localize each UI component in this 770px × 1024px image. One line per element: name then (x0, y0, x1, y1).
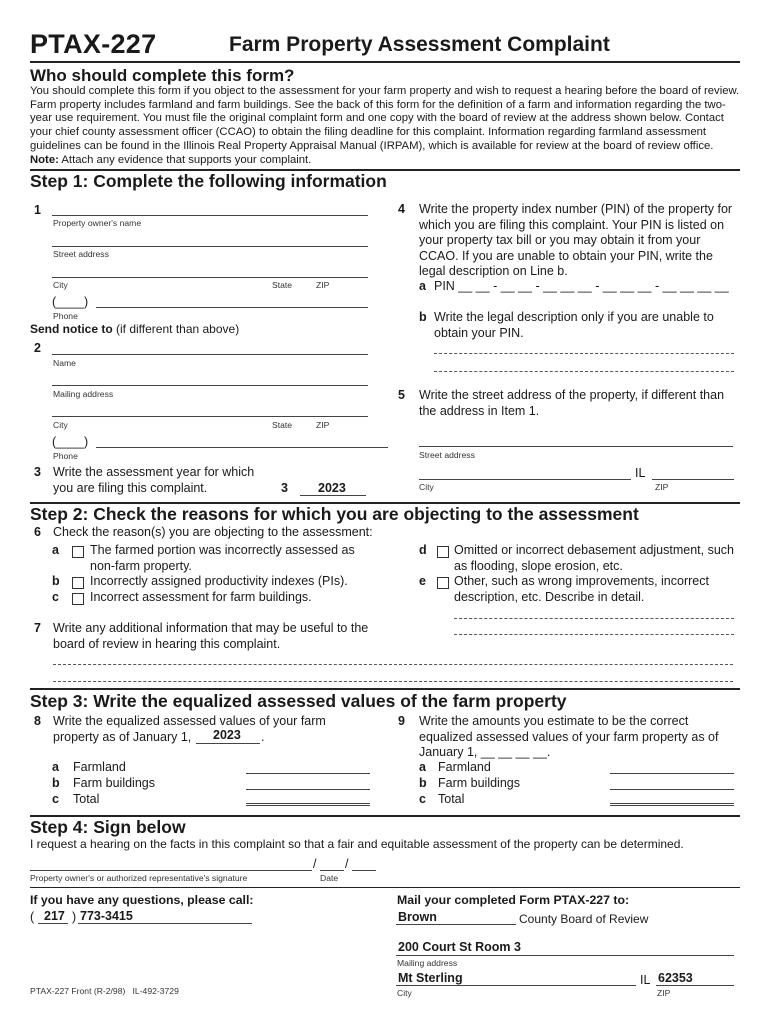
item8-buildings-field[interactable] (246, 789, 370, 790)
item9-number: 9 (398, 714, 405, 728)
phone-label: Phone (53, 311, 78, 321)
send-notice-bold: Send notice to (30, 322, 113, 336)
county-suffix: County Board of Review (519, 912, 649, 926)
date-label: Date (320, 873, 339, 883)
signature-label: Property owner's or authorized representative's signature (30, 873, 248, 883)
intro-heading: Who should complete this form? (30, 66, 295, 85)
item8-year-field[interactable] (196, 743, 260, 744)
area-code-field[interactable] (38, 923, 68, 924)
reason-e-checkbox[interactable] (437, 577, 449, 589)
item8-period: . (261, 730, 265, 744)
county-field[interactable] (396, 924, 516, 925)
board-address-label: Mailing address (397, 958, 458, 968)
board-address-value: 200 Court St Room 3 (398, 940, 521, 954)
form-title: Farm Property Assessment Complaint (229, 33, 610, 56)
step1-heading: Step 1: Complete the following information (30, 171, 387, 191)
item8-total-label: Total (73, 792, 100, 806)
phone-close-paren: ) (72, 910, 77, 924)
property-zip-label: ZIP (655, 482, 669, 492)
phone-number-field[interactable] (78, 923, 252, 924)
assessment-year-value: 2023 (318, 481, 346, 495)
property-zip-field[interactable] (652, 479, 734, 480)
notice-phone-label: Phone (53, 451, 78, 461)
property-city-field[interactable] (419, 479, 631, 480)
item1-number: 1 (34, 203, 41, 217)
intro-note-label: Note: (30, 153, 59, 166)
item9-c-letter: c (419, 792, 426, 806)
reason-c-letter: c (52, 590, 59, 604)
item9-farmland-field[interactable] (610, 773, 734, 774)
reason-e-letter: e (419, 574, 426, 588)
reason-d-letter: d (419, 543, 427, 557)
board-city-field[interactable] (396, 985, 636, 986)
step3-heading: Step 3: Write the equalized assessed values of the farm property (30, 691, 567, 711)
reason-b-text: Incorrectly assigned productivity indexes (PIs). (90, 574, 348, 588)
date-day-field[interactable] (320, 870, 344, 871)
reason-e-line-2[interactable] (454, 634, 734, 635)
zip-label: ZIP (316, 280, 330, 290)
mail-label: Mail your completed Form PTAX-227 to: (397, 893, 630, 907)
phone-field[interactable] (96, 307, 368, 308)
assessment-year-field[interactable] (300, 495, 366, 496)
board-city-label: City (397, 988, 412, 998)
step2-rule (30, 688, 740, 690)
state-label: State (272, 280, 293, 290)
board-zip-label: ZIP (657, 988, 671, 998)
header-rule (30, 61, 740, 63)
notice-zip-label: ZIP (316, 420, 330, 430)
item6-number: 6 (34, 525, 41, 539)
date-slash-1: / (313, 857, 317, 871)
notice-name-label: Name (53, 358, 76, 368)
reason-c-text: Incorrect assessment for farm buildings. (90, 590, 312, 604)
item8-total-field[interactable] (246, 803, 370, 806)
area-code-value: 217 (44, 909, 65, 923)
reason-e-line-1[interactable] (454, 618, 734, 619)
phone-area-code-prefix: (____) (52, 295, 89, 309)
date-slash-2: / (345, 857, 349, 871)
hearing-statement: I request a hearing on the facts in this complaint so that a fair and equitable assessment of the property can be determined. (30, 837, 684, 851)
item8-b-letter: b (52, 776, 60, 790)
send-notice-rest: (if different than above) (116, 322, 240, 336)
form-id: PTAX-227 (30, 29, 157, 59)
form-code: PTAX-227 Front (R-2/98) IL-492-3729 (30, 986, 179, 996)
reason-d-text: Omitted or incorrect debasement adjustment, such as flooding, slope erosion, etc. (454, 543, 734, 573)
intro-note-text: Attach any evidence that supports your complaint. (61, 153, 312, 166)
item9-buildings-label: Farm buildings (438, 776, 520, 790)
item3-number: 3 (34, 465, 41, 479)
owner-name-label: Property owner's name (53, 218, 142, 228)
board-city-value: Mt Sterling (398, 971, 463, 985)
reason-b-checkbox[interactable] (72, 577, 84, 589)
property-street-label: Street address (419, 450, 475, 460)
item2-number: 2 (34, 341, 41, 355)
board-state: IL (640, 973, 651, 987)
city-label: City (53, 280, 68, 290)
pin-field[interactable]: PIN __ __ - __ __ - __ __ __ - __ __ __ - __ __ __ __ (434, 279, 729, 293)
item9-a-letter: a (419, 760, 426, 774)
item9-total-field[interactable] (610, 803, 734, 806)
notice-state-label: State (272, 420, 293, 430)
property-city-label: City (419, 482, 434, 492)
reason-a-text: The farmed portion was incorrectly assessed as non-farm property. (90, 543, 355, 573)
item9-farmland-label: Farmland (438, 760, 491, 774)
item7-text: Write any additional information that may be useful to the board of review in hearing this complaint. (53, 621, 369, 651)
item4b-letter: b (419, 310, 427, 324)
street-address-label: Street address (53, 249, 109, 259)
questions-label: If you have any questions, please call: (30, 893, 254, 907)
item5-text: Write the street address of the property, if different than the address in Item 1. (419, 388, 725, 418)
reason-a-checkbox[interactable] (72, 546, 84, 558)
notice-city-label: City (53, 420, 68, 430)
additional-info-line-1[interactable] (53, 664, 733, 665)
sign-rule (30, 887, 740, 888)
item7-number: 7 (34, 621, 41, 635)
item9-text: Write the amounts you estimate to be the correct equalized assessed values of your farm property as of January 1, __ __ __ __. (419, 714, 719, 759)
item8-buildings-label: Farm buildings (73, 776, 155, 790)
notice-phone-prefix: (____) (52, 435, 89, 449)
item8-text-line2: property as of January 1, (53, 730, 192, 744)
item4b-text: Write the legal description only if you are unable to obtain your PIN. (434, 310, 714, 340)
item8-year-value: 2023 (213, 728, 241, 742)
reason-d-checkbox[interactable] (437, 546, 449, 558)
item4-text: Write the property index number (PIN) of the property for which you are filing this complaint. Your PIN is listed on your property tax bill or you may obtain it from your CCAO. If you are unable to obtain your PIN, write the legal description on Line b. (419, 202, 733, 278)
county-value: Brown (398, 910, 437, 924)
legal-description-line-1[interactable] (434, 353, 734, 354)
board-zip-field[interactable] (656, 985, 734, 986)
reason-c-checkbox[interactable] (72, 593, 84, 605)
item8-a-letter: a (52, 760, 59, 774)
item8-farmland-field[interactable] (246, 773, 370, 774)
legal-description-line-2[interactable] (434, 371, 734, 372)
intro-text (30, 85, 742, 167)
step2-heading: Step 2: Check the reasons for which you are objecting to the assessment (30, 504, 639, 524)
intro-body: You should complete this form if you object to the assessment for your farm property and wish to request a hearing before the board of review. Farm property includes farmland and farm buildings. See the back of this form for the definition of a farm and information regarding the two-year use requirement. You must file the original complaint form and one copy with the board of review at the address shown below. Contact your chief county assessment officer (CCAO) to obtain the filing deadline for this complaint. Information regarding farmland assessment guidelines can be found in the Illinois Real Property Appraisal Manual (IRPAM), which is available for review at the board of review office. (30, 85, 740, 152)
date-year-field[interactable] (352, 870, 376, 871)
phone-open-paren: ( (30, 910, 35, 924)
pin-letter: a (419, 279, 426, 293)
item4-number: 4 (398, 202, 405, 216)
item3-text: Write the assessment year for which you are filing this complaint. (53, 465, 255, 495)
item3-ref: 3 (281, 481, 288, 495)
notice-name-field[interactable] (52, 354, 368, 355)
item8-c-letter: c (52, 792, 59, 806)
signature-field[interactable] (30, 870, 312, 871)
item9-buildings-field[interactable] (610, 789, 734, 790)
send-notice-heading (30, 322, 239, 336)
notice-mailing-field[interactable] (52, 385, 368, 386)
property-street-field[interactable] (419, 446, 733, 447)
reason-a-letter: a (52, 543, 59, 557)
city-state-zip-field[interactable] (52, 277, 368, 278)
item8-text-line1: Write the equalized assessed values of your farm (53, 714, 326, 728)
notice-city-state-zip-field[interactable] (52, 416, 368, 417)
property-state-il: IL (635, 466, 646, 480)
item8-number: 8 (34, 714, 41, 728)
item5-number: 5 (398, 388, 405, 402)
item8-farmland-label: Farmland (73, 760, 126, 774)
additional-info-line-2[interactable] (53, 681, 733, 682)
notice-phone-field[interactable] (96, 447, 388, 448)
reason-b-letter: b (52, 574, 60, 588)
street-address-field[interactable] (52, 246, 368, 247)
item9-total-label: Total (438, 792, 465, 806)
reason-e-text: Other, such as wrong improvements, incorrect description, etc. Describe in detail. (454, 574, 709, 604)
board-address-field[interactable] (396, 955, 734, 956)
item9-b-letter: b (419, 776, 427, 790)
notice-mailing-label: Mailing address (53, 389, 114, 399)
phone-number-value: 773-3415 (80, 909, 133, 923)
board-zip-value: 62353 (658, 971, 693, 985)
owner-name-field[interactable] (52, 215, 368, 216)
step4-heading: Step 4: Sign below (30, 817, 186, 837)
item6-text: Check the reason(s) you are objecting to the assessment: (53, 525, 373, 539)
